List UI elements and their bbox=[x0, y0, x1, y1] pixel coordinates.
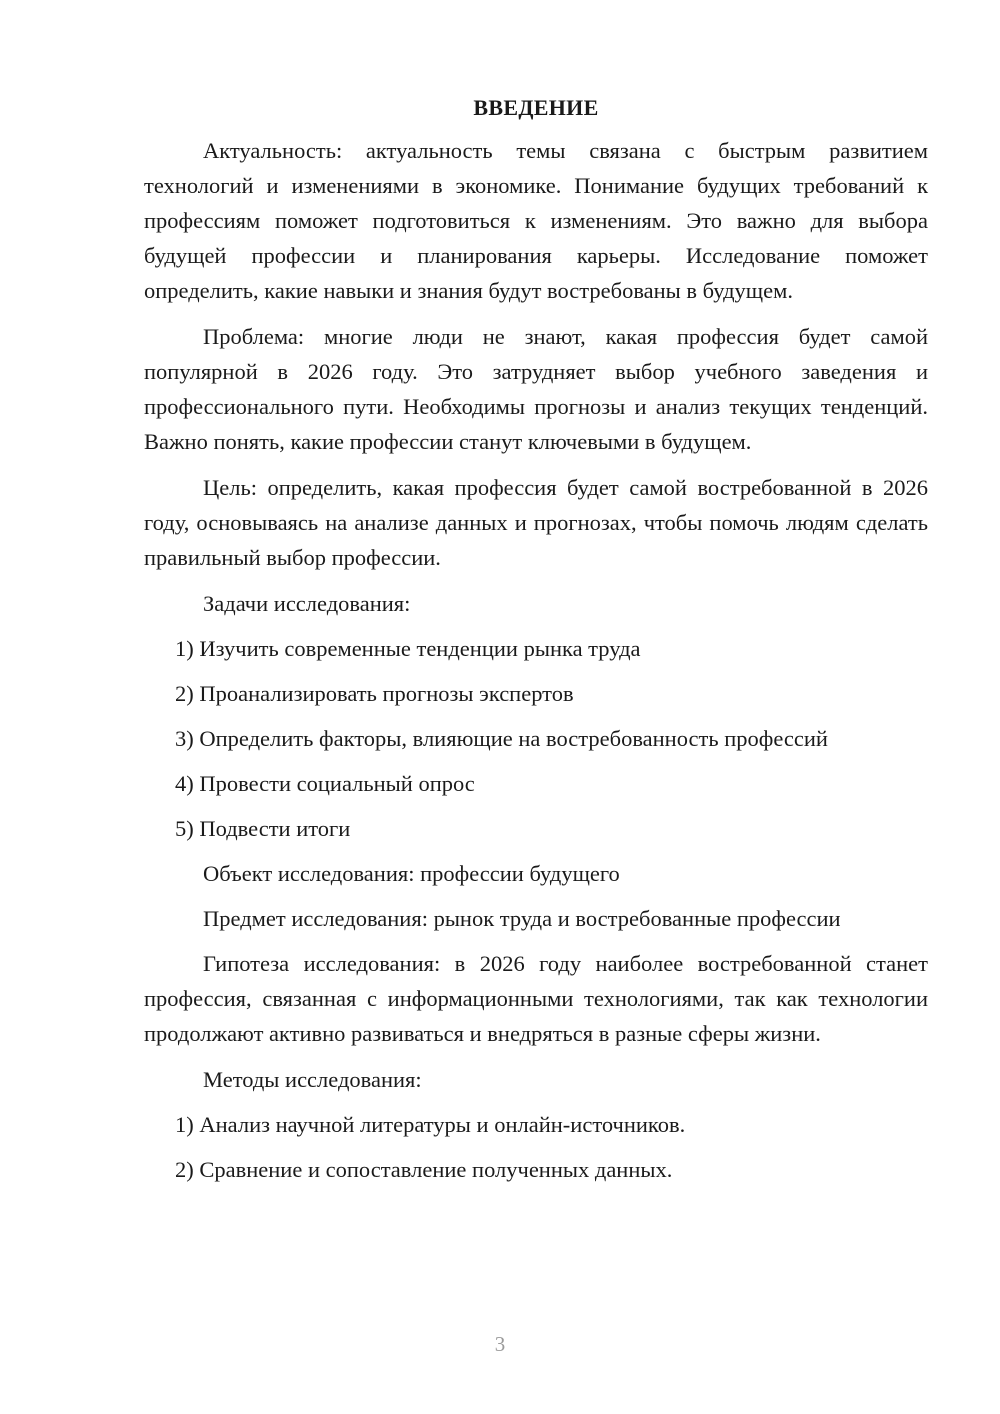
goal-paragraph: Цель: определить, какая профессия будет самой востребованной в 2026 году, основываясь на анализе данных и прогнозах, чтобы помочь людям сделать правильный выбор профессии. bbox=[144, 475, 928, 570]
document-page bbox=[144, 90, 928, 1197]
methods-list bbox=[144, 1107, 928, 1187]
relevance-paragraph: Актуальность: актуальность темы связана с быстрым развитием технологий и изменениями в экономике. Понимание будущих требований к профессиям поможет подготовиться к изменениям. Это важно для выбора будущей профессии и планирования карьеры. Исследование поможет определить, какие навыки и знания будут востребованы в будущем. bbox=[144, 138, 928, 303]
task-item: 4) Провести социальный опрос bbox=[175, 771, 475, 796]
methods-heading: Методы исследования: bbox=[203, 1067, 422, 1092]
problem-paragraph: Проблема: многие люди не знают, какая профессия будет самой популярной в 2026 году. Это затрудняет выбор учебного заведения и профессионального пути. Необходимы прогнозы и анализ текущих тенденций. Важно понять, какие профессии станут ключевыми в будущем. bbox=[144, 324, 928, 454]
page-title: ВВЕДЕНИЕ bbox=[473, 95, 599, 120]
method-item: 1) Анализ научной литературы и онлайн-источников. bbox=[175, 1112, 686, 1137]
object-line: Объект исследования: профессии будущего bbox=[203, 861, 620, 886]
task-item: 1) Изучить современные тенденции рынка труда bbox=[175, 636, 641, 661]
hypothesis-paragraph: Гипотеза исследования: в 2026 году наиболее востребованной станет профессия, связанная с информационными технологиями, так как технологии продолжают активно развиваться и внедряться в разные сферы жизни. bbox=[144, 951, 928, 1046]
tasks-list bbox=[144, 631, 928, 846]
page-number: 3 bbox=[494, 1332, 506, 1356]
method-item: 2) Сравнение и сопоставление полученных данных. bbox=[175, 1157, 673, 1182]
task-item: 5) Подвести итоги bbox=[175, 816, 351, 841]
task-item: 2) Проанализировать прогнозы экспертов bbox=[175, 681, 574, 706]
subject-line: Предмет исследования: рынок труда и востребованные профессии bbox=[203, 906, 841, 931]
tasks-heading: Задачи исследования: bbox=[203, 591, 411, 616]
task-item: 3) Определить факторы, влияющие на востребованность профессий bbox=[175, 726, 828, 751]
